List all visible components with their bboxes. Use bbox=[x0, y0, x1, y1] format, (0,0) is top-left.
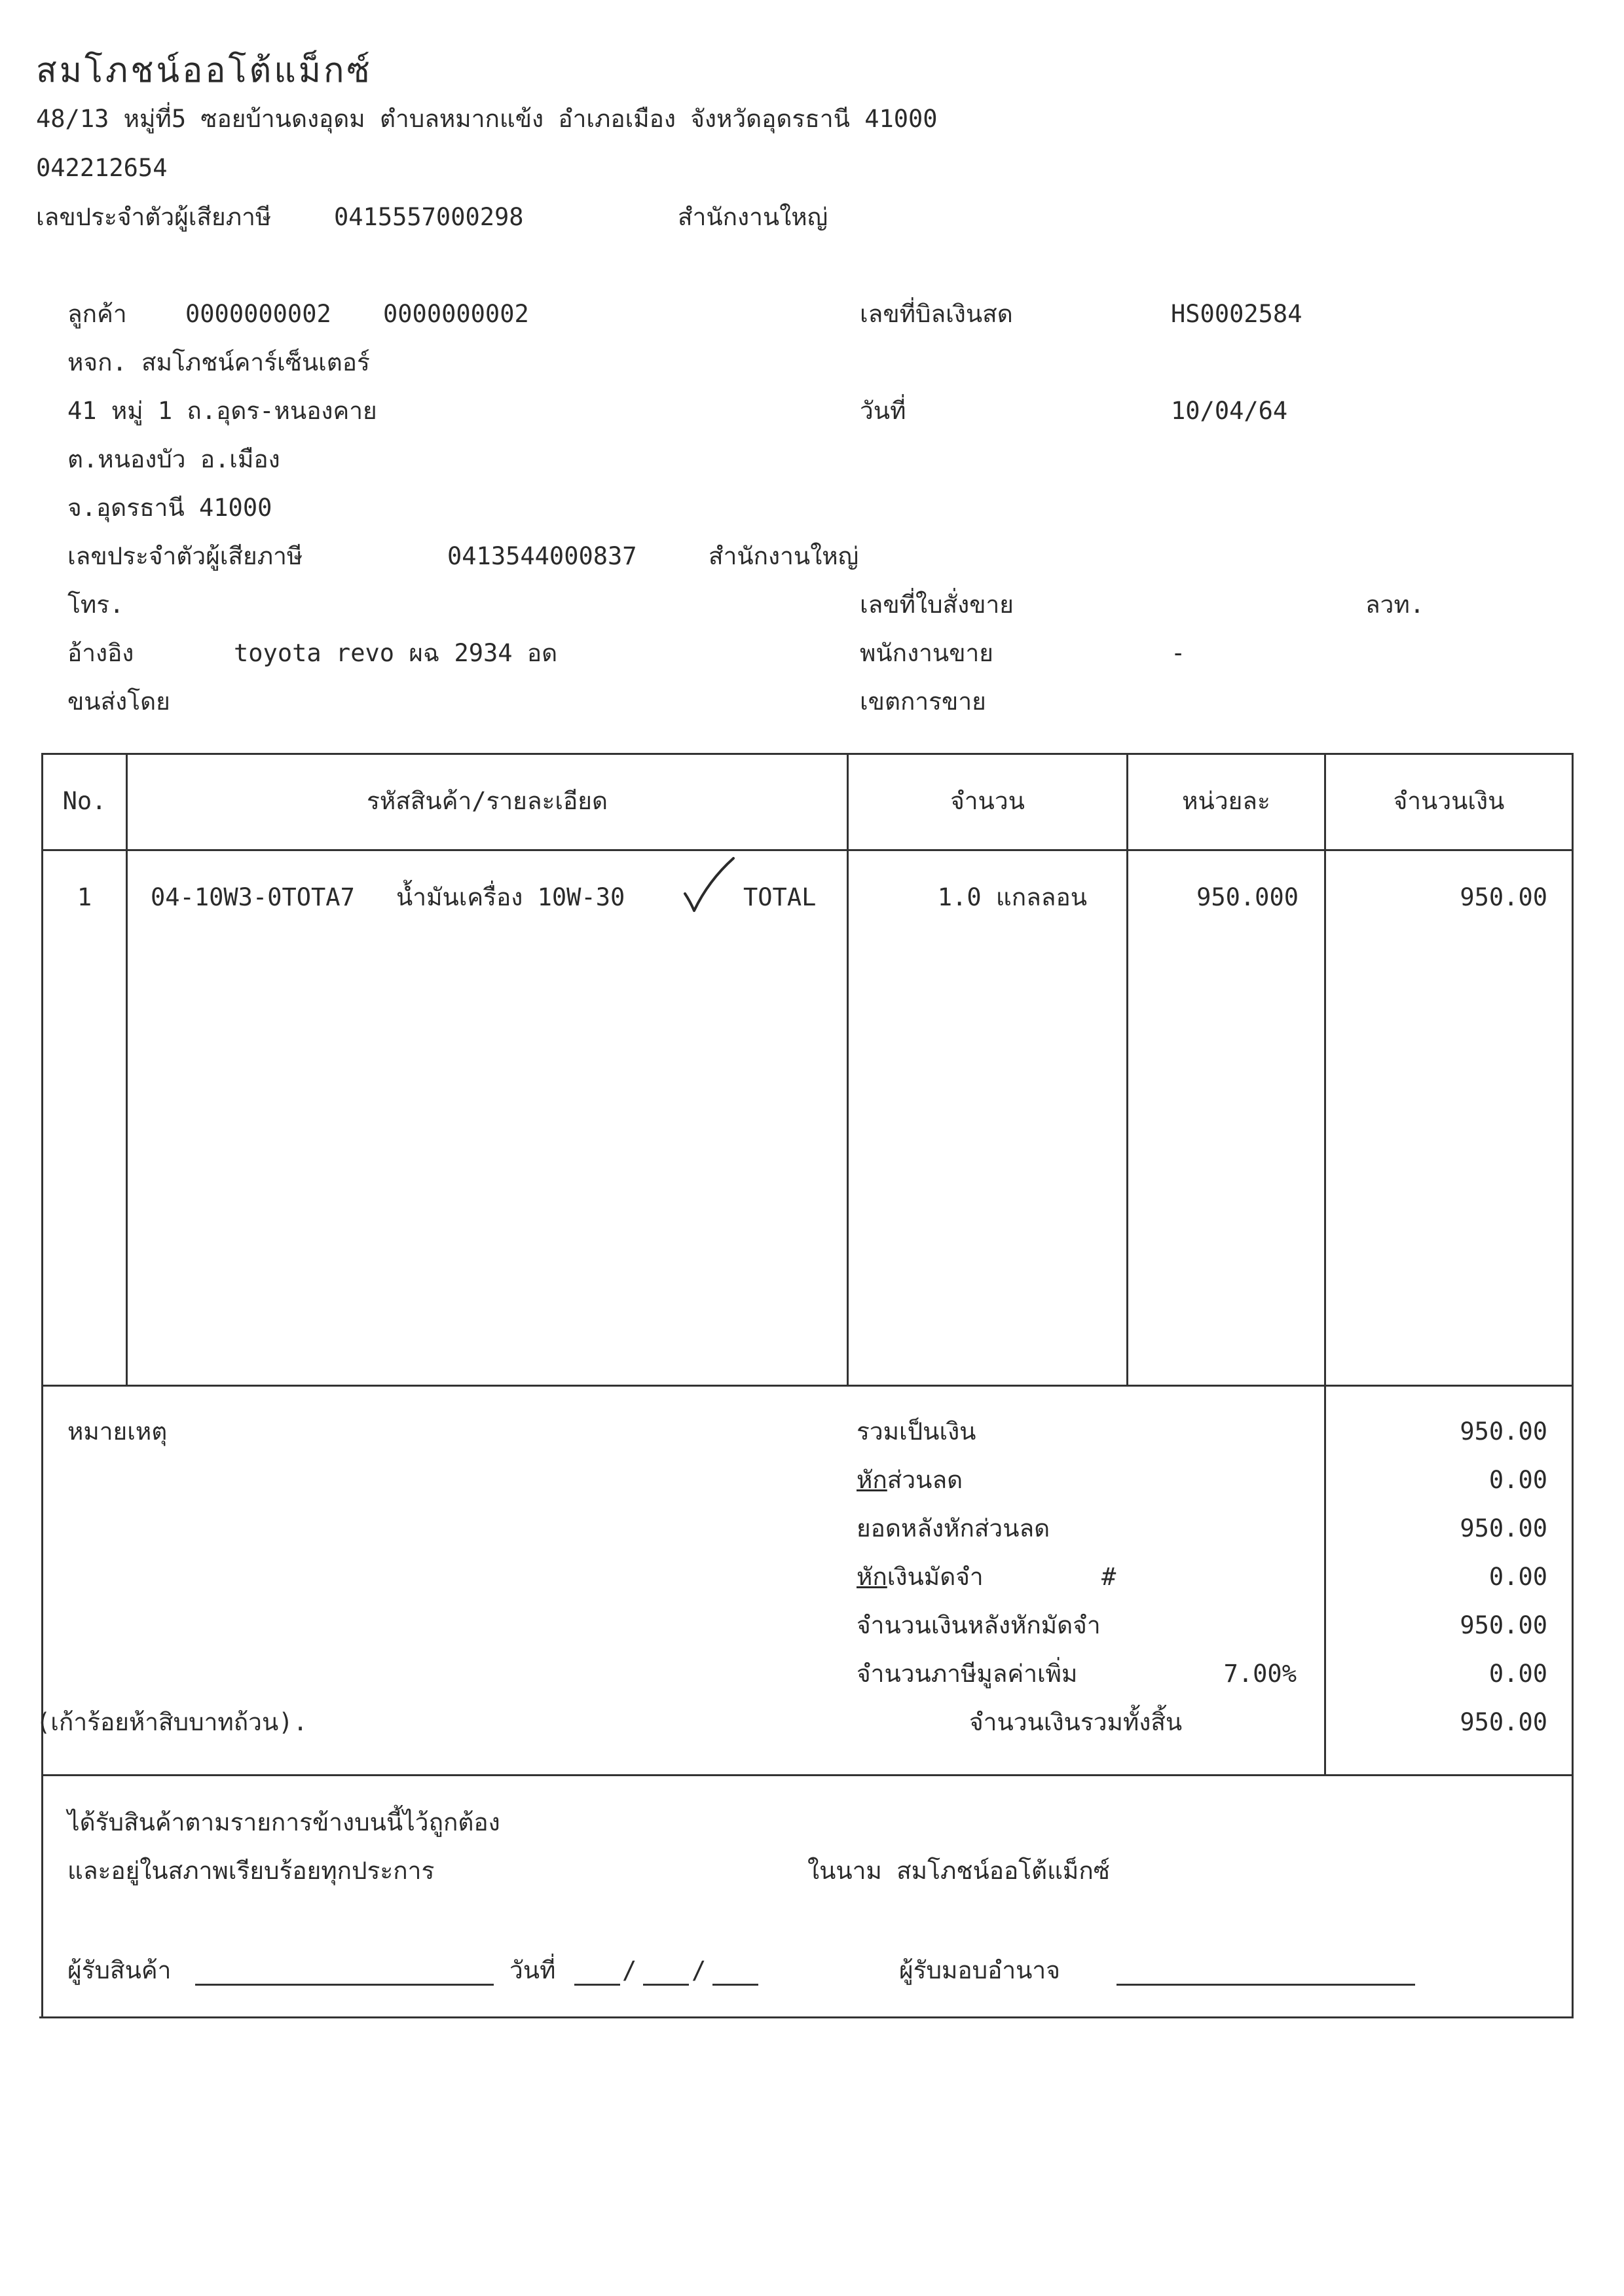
discount-value: 0.00 bbox=[1488, 1466, 1547, 1494]
deposit-value: 0.00 bbox=[1488, 1563, 1547, 1591]
checkmark-icon bbox=[681, 854, 737, 917]
customer-code-2: 0000000002 bbox=[383, 300, 529, 328]
sales-area-label: เขตการขาย bbox=[860, 687, 986, 716]
customer-address-3: จ.อุดรธานี 41000 bbox=[67, 494, 272, 522]
deposit-text: เงินมัดจำ bbox=[887, 1563, 984, 1591]
receiver-label: ผู้รับสินค้า bbox=[67, 1956, 172, 1984]
customer-address-2: ต.หนองบัว อ.เมือง bbox=[67, 445, 280, 473]
row-product-code: 04-10W3-0TOTA7 bbox=[151, 883, 355, 911]
after-deposit-value: 950.00 bbox=[1460, 1611, 1547, 1639]
receipt-statement-1: ได้รับสินค้าตามรายการข้างบนนี้ไว้ถูกต้อง bbox=[67, 1808, 500, 1836]
customer-shipping-label: ขนส่งโดย bbox=[67, 687, 170, 716]
remark-label: หมายเหตุ bbox=[67, 1417, 168, 1446]
receive-date-month-line bbox=[643, 1984, 689, 1986]
row-quantity: 1.0 แกลลอน bbox=[937, 883, 1087, 911]
row-unit-price: 950.000 bbox=[1196, 883, 1299, 911]
discount-prefix: หัก bbox=[857, 1466, 887, 1494]
row-amount: 950.00 bbox=[1460, 883, 1547, 911]
after-deposit-label: จำนวนเงินหลังหักมัดจำ bbox=[857, 1611, 1101, 1639]
row-description: น้ำมันเครื่อง 10W-30 bbox=[396, 883, 625, 911]
header-no: No. bbox=[62, 787, 107, 815]
receive-date-year-line bbox=[712, 1984, 758, 1986]
salesperson-value: - bbox=[1171, 639, 1186, 667]
customer-code-1: 0000000002 bbox=[185, 300, 331, 328]
deposit-prefix: หัก bbox=[857, 1563, 887, 1591]
receiver-signature-line bbox=[195, 1984, 494, 1986]
receipt-statement-2: และอยู่ในสภาพเรียบร้อยทุกประการ bbox=[67, 1857, 435, 1885]
after-discount-value: 950.00 bbox=[1460, 1514, 1547, 1542]
company-phone: 042212654 bbox=[36, 154, 168, 182]
discount-label bbox=[857, 1466, 963, 1495]
bill-number-label: เลขที่บิลเงินสด bbox=[860, 300, 1013, 328]
sales-order-value: ลวท. bbox=[1365, 591, 1425, 619]
header-quantity: จำนวน bbox=[950, 787, 1025, 815]
vat-rate: 7.00% bbox=[1223, 1660, 1297, 1688]
bill-number-value: HS0002584 bbox=[1171, 300, 1302, 328]
receive-date-day-line bbox=[574, 1984, 620, 1986]
vat-value: 0.00 bbox=[1488, 1660, 1547, 1688]
grand-total-value: 950.00 bbox=[1460, 1708, 1547, 1736]
company-address: 48/13 หมู่ที่5 ซอยบ้านดงอุดม ตำบลหมากแข้ง อำเภอเมือง จังหวัดอุดรธานี 41000 bbox=[36, 105, 938, 133]
bill-date-value: 10/04/64 bbox=[1171, 397, 1288, 425]
amount-in-words: (เก้าร้อยห้าสิบบาทถ้วน). bbox=[36, 1708, 308, 1736]
after-discount-label: ยอดหลังหักส่วนลด bbox=[857, 1514, 1050, 1542]
deposit-hash: # bbox=[1101, 1563, 1116, 1591]
vat-label: จำนวนภาษีมูลค่าเพิ่ม bbox=[857, 1660, 1078, 1688]
customer-name: หจก. สมโภชน์คาร์เซ็นเตอร์ bbox=[67, 348, 370, 376]
on-behalf-of: ในนาม สมโภชน์ออโต้แม็กซ์ bbox=[807, 1857, 1110, 1885]
customer-reference-value: toyota revo ผฉ 2934 อด bbox=[234, 639, 558, 667]
bill-date-label: วันที่ bbox=[860, 397, 906, 425]
sales-order-label: เลขที่ใบสั่งขาย bbox=[860, 591, 1014, 619]
header-product: รหัสสินค้า/รายละเอียด bbox=[367, 787, 608, 815]
customer-tax-id: 0413544000837 bbox=[447, 542, 637, 570]
header-unit-price: หน่วยละ bbox=[1182, 787, 1270, 815]
grand-total-label: จำนวนเงินรวมทั้งสิ้น bbox=[969, 1708, 1183, 1736]
company-tax-label: เลขประจำตัวผู้เสียภาษี bbox=[36, 203, 272, 231]
customer-label: ลูกค้า bbox=[67, 300, 127, 328]
company-tax-id: 0415557000298 bbox=[334, 203, 524, 231]
company-branch: สำนักงานใหญ่ bbox=[678, 203, 828, 231]
customer-address-1: 41 หมู่ 1 ถ.อุดร-หนองคาย bbox=[67, 397, 377, 425]
subtotal-label: รวมเป็นเงิน bbox=[857, 1417, 976, 1446]
date-slash-2: / bbox=[692, 1956, 707, 1984]
customer-phone-label: โทร. bbox=[67, 591, 124, 619]
customer-branch: สำนักงานใหญ่ bbox=[709, 542, 859, 570]
salesperson-label: พนักงานขาย bbox=[860, 639, 993, 667]
authorized-label: ผู้รับมอบอำนาจ bbox=[899, 1956, 1060, 1984]
deposit-label bbox=[857, 1563, 984, 1592]
authorized-signature-line bbox=[1116, 1984, 1415, 1986]
receive-date-label: วันที่ bbox=[509, 1956, 556, 1984]
row-brand: TOTAL bbox=[743, 883, 817, 911]
subtotal-value: 950.00 bbox=[1460, 1417, 1547, 1446]
header-amount: จำนวนเงิน bbox=[1393, 787, 1505, 815]
customer-reference-label: อ้างอิง bbox=[67, 639, 134, 667]
discount-text: ส่วนลด bbox=[887, 1466, 963, 1494]
row-no: 1 bbox=[77, 883, 92, 911]
company-name: สมโภชน์ออโต้แม็กซ์ bbox=[36, 51, 373, 90]
date-slash-1: / bbox=[622, 1956, 637, 1984]
customer-tax-label: เลขประจำตัวผู้เสียภาษี bbox=[67, 542, 303, 570]
